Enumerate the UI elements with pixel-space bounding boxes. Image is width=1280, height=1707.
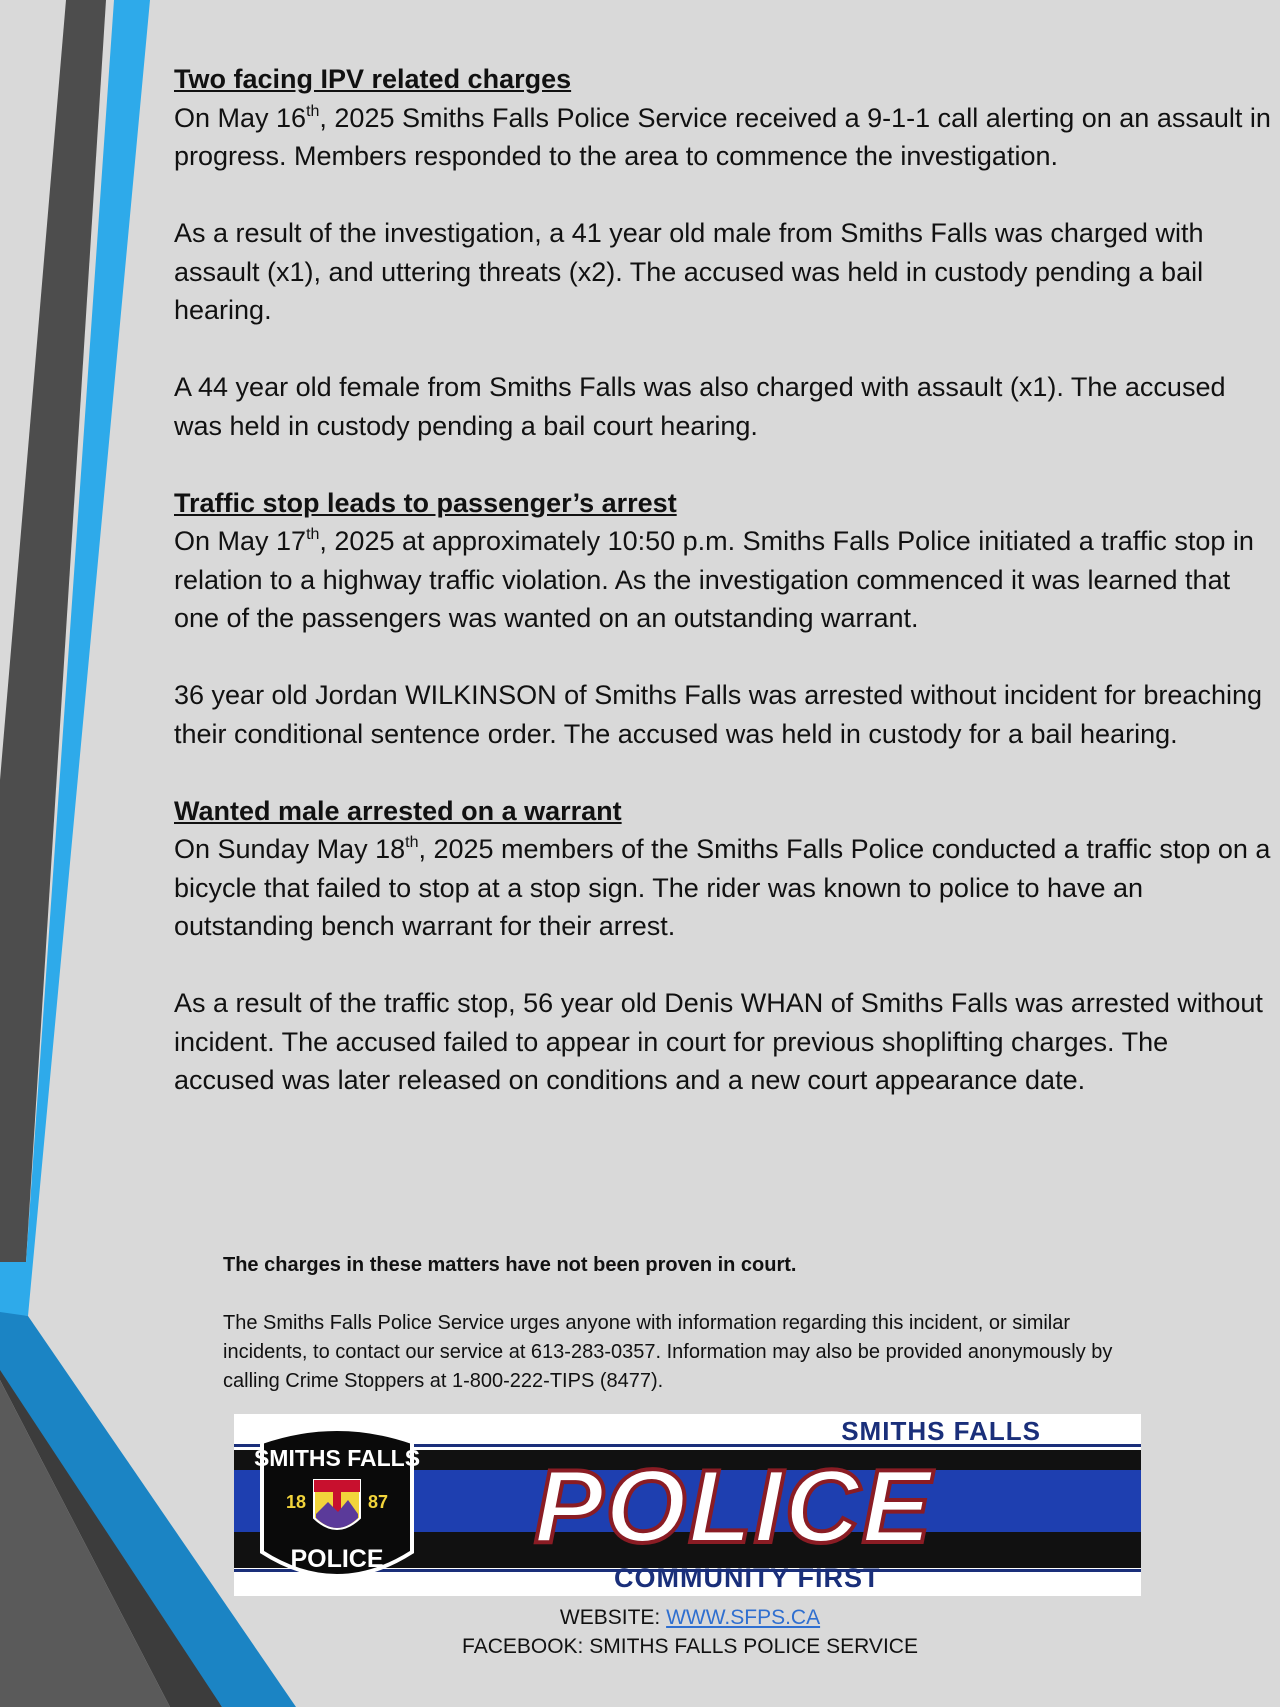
ordinal-suffix: th [405, 834, 419, 851]
badge-bottom-text: POLICE [290, 1545, 384, 1573]
website-link[interactable]: WWW.SFPS.CA [666, 1606, 821, 1629]
banner-top-text: SMITHS FALLS [841, 1416, 1041, 1446]
report-body [174, 60, 1274, 1138]
ordinal-suffix: th [306, 526, 320, 543]
section-paragraph [174, 99, 1274, 176]
paragraph-date-text: On May 16 [174, 102, 307, 133]
website-label: WEBSITE: [559, 1606, 667, 1629]
section-title: Traffic stop leads to passenger’s arrest [174, 487, 677, 518]
facebook-line: FACEBOOK: SMITHS FALLS POLICE SERVICE [462, 1635, 918, 1658]
footer-notes [223, 1251, 1123, 1396]
badge-year-left: 18 [285, 1492, 307, 1512]
paragraph-text: , 2025 at approximately 10:50 p.m. Smiths Falls Police initiated a traffic stop in relation to a highway traffic violation. As the investigation commenced it was learned that one of the passengers was wanted on an outstanding warrant. [174, 526, 1254, 633]
banner-police-word: POLICE [534, 1449, 934, 1565]
police-banner [234, 1414, 1141, 1596]
section-title: Two facing IPV related charges [174, 64, 572, 94]
disclaimer-text: The charges in these matters have not been proven in court. [223, 1254, 797, 1276]
contact-links [0, 1603, 1280, 1661]
section-paragraph: A 44 year old female from Smiths Falls was also charged with assault (x1). The accused was held in custody pending a bail court hearing. [174, 372, 1226, 441]
section-paragraph: As a result of the traffic stop, 56 year old Denis WHAN of Smiths Falls was arrested without incident. The accused failed to appear in court for previous shoplifting charges. The accused was later released on conditions and a new court appearance date. [174, 988, 1263, 1095]
badge-top-text: SMITHS FALLS [253, 1445, 421, 1471]
section-paragraph [174, 830, 1274, 946]
section-paragraph: As a result of the investigation, a 41 year old male from Smiths Falls was charged with assault (x1), and uttering threats (x2). The accused was held in custody pending a bail hearing. [174, 218, 1204, 325]
paragraph-text: , 2025 members of the Smiths Falls Police conducted a traffic stop on a bicycle that failed to stop at a stop sign. The rider was known to police to have an outstanding bench warrant for their arrest. [174, 834, 1271, 941]
paragraph-text: , 2025 Smiths Falls Police Service received a 9-1-1 call alerting on an assault in progress. Members responded to the area to commence the investigation. [174, 102, 1271, 171]
paragraph-date-text: On May 17 [174, 526, 307, 556]
section-paragraph [174, 522, 1274, 638]
section-title: Wanted male arrested on a warrant [174, 795, 622, 826]
website-line [0, 1603, 1280, 1632]
banner-bottom-text: COMMUNITY FIRST [614, 1563, 881, 1593]
ordinal-suffix: th [306, 102, 320, 120]
contact-text: The Smiths Falls Police Service urges anyone with information regarding this incident, or similar incidents, to contact our service at 613-283-0357. Information may also be provided anonymously by calling Crime Stoppers at 1-800-222-TIPS (8477). [223, 1312, 1113, 1392]
section-paragraph: 36 year old Jordan WILKINSON of Smiths Falls was arrested without incident for breaching their conditional sentence order. The accused was held in custody for a bail hearing. [174, 680, 1262, 749]
paragraph-date-text: On Sunday May 18 [174, 834, 406, 864]
badge-year-right: 87 [367, 1492, 389, 1512]
police-badge-logo [252, 1422, 422, 1590]
